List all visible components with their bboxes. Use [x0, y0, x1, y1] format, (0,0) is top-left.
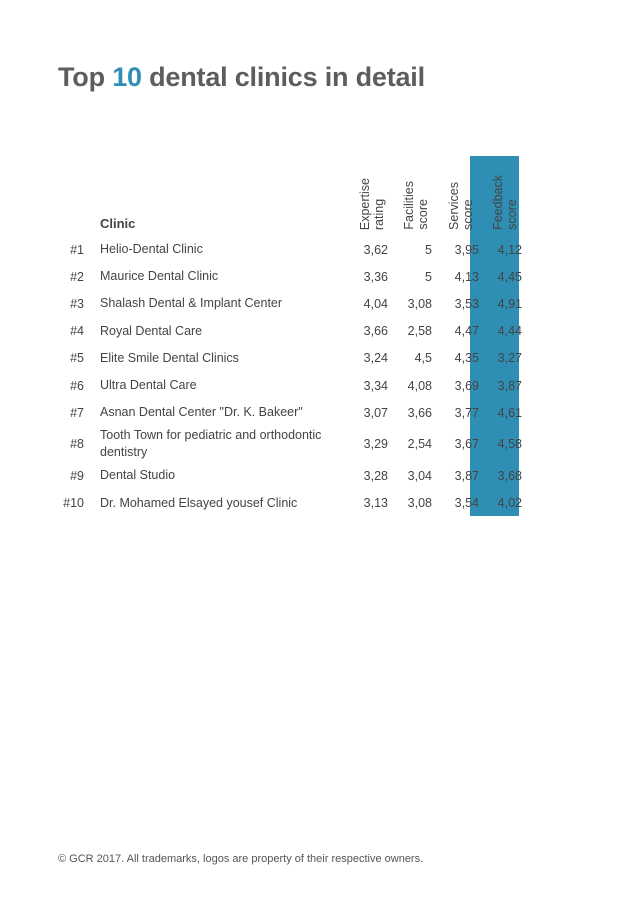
- services-cell: 3,87: [454, 468, 479, 483]
- header-line: Expertise: [358, 177, 372, 230]
- facilities-cell: 5: [425, 269, 432, 284]
- clinic-cell: Royal Dental Care: [100, 323, 203, 338]
- expertise-cell: 3,66: [363, 324, 388, 339]
- copyright-footer: © GCR 2017. All trademarks, logos are property of their respective owners.: [58, 853, 424, 865]
- expertise-cell: 4,04: [363, 296, 388, 311]
- services-cell: 4,35: [454, 351, 479, 366]
- title-prefix: Top: [58, 62, 113, 92]
- facilities-cell: 5: [425, 242, 432, 257]
- rank-cell: #9: [70, 468, 84, 483]
- expertise-cell: 3,36: [363, 269, 388, 284]
- expertise-cell: 3,13: [363, 496, 388, 511]
- services-cell: 3,54: [454, 496, 479, 511]
- rank-cell: #3: [70, 296, 84, 311]
- clinic-cell: Dental Studio: [100, 468, 176, 483]
- expertise-cell: 3,62: [363, 242, 388, 257]
- clinic-cell: Asnan Dental Center "Dr. K. Bakeer": [100, 405, 303, 420]
- table-row: [58, 236, 577, 263]
- services-column-header: [447, 182, 475, 230]
- rank-cell: #5: [70, 351, 84, 366]
- facilities-cell: 4,5: [414, 351, 432, 366]
- feedback-cell: 4,02: [497, 496, 522, 511]
- expertise-cell: 3,07: [363, 405, 388, 420]
- expertise-column-header: [358, 178, 386, 230]
- services-cell: 3,95: [454, 242, 479, 257]
- header-line: score: [505, 199, 519, 230]
- feedback-cell: 4,61: [497, 405, 522, 420]
- expertise-cell: 3,34: [363, 378, 388, 393]
- facilities-cell: 3,08: [407, 496, 432, 511]
- facilities-cell: 4,08: [407, 378, 432, 393]
- services-cell: 4,13: [454, 269, 479, 284]
- expertise-cell: 3,29: [363, 437, 388, 452]
- clinic-cell: Dr. Mohamed Elsayed yousef Clinic: [100, 495, 298, 510]
- facilities-cell: 3,08: [407, 296, 432, 311]
- clinic-cell: Tooth Town for pediatric and orthodontic dentistry: [100, 428, 322, 460]
- table-row: [58, 372, 577, 399]
- rank-cell: #10: [63, 496, 84, 511]
- clinic-cell: Shalash Dental & Implant Center: [100, 296, 283, 311]
- feedback-cell: 4,58: [497, 437, 522, 452]
- facilities-cell: 3,66: [407, 405, 432, 420]
- gcr-cell: 3,9: [554, 296, 572, 311]
- gcr-cell: 3,31: [547, 496, 572, 511]
- clinic-column-header: Clinic: [100, 216, 136, 231]
- title-number: 10: [112, 62, 142, 92]
- services-cell: 3,67: [454, 437, 479, 452]
- gcr-column-header: [537, 175, 565, 230]
- feedback-cell: 4,12: [497, 242, 522, 257]
- gcr-cell: 4,02: [547, 242, 572, 257]
- feedback-cell: 3,27: [497, 351, 522, 366]
- table-row: [58, 462, 577, 489]
- header-line: GCR total: [537, 175, 551, 230]
- clinic-cell: Maurice Dental Clinic: [100, 269, 219, 284]
- header-line: Facilities: [402, 181, 416, 230]
- gcr-cell: 3,53: [547, 405, 572, 420]
- header-line: Services: [447, 182, 461, 230]
- table-row: [58, 490, 577, 517]
- services-cell: 4,47: [454, 324, 479, 339]
- rank-cell: #1: [70, 242, 84, 257]
- table-row: [58, 345, 577, 372]
- feedback-cell: 4,45: [497, 269, 522, 284]
- rank-cell: #4: [70, 324, 84, 339]
- facilities-cell: 2,58: [407, 324, 432, 339]
- header-line: score: [551, 199, 565, 230]
- title-suffix: dental clinics in detail: [141, 62, 425, 92]
- table-row: [58, 318, 577, 345]
- gcr-cell: 3,62: [547, 378, 572, 393]
- facilities-cell: 2,54: [407, 437, 432, 452]
- gcr-cell: 3,68: [547, 324, 572, 339]
- expertise-cell: 3,28: [363, 468, 388, 483]
- rank-cell: #6: [70, 378, 84, 393]
- header-line: rating: [372, 198, 386, 230]
- gcr-cell: 3,66: [547, 351, 572, 366]
- table-row: [58, 426, 577, 462]
- page-title: [58, 62, 425, 93]
- feedback-cell: 4,91: [497, 296, 522, 311]
- services-cell: 3,77: [454, 405, 479, 420]
- header-line: score: [461, 199, 475, 230]
- table-header: [58, 156, 577, 236]
- rank-cell: #8: [70, 437, 84, 452]
- table-row: [58, 263, 577, 290]
- clinic-cell: Ultra Dental Care: [100, 378, 197, 393]
- clinics-table: [58, 156, 577, 517]
- facilities-column-header: [402, 181, 430, 230]
- expertise-cell: 3,24: [363, 351, 388, 366]
- feedback-cell: 3,68: [497, 468, 522, 483]
- rank-cell: #7: [70, 405, 84, 420]
- gcr-cell: 3,97: [547, 269, 572, 284]
- table-row: [58, 290, 577, 317]
- gcr-cell: 3,39: [547, 437, 572, 452]
- feedback-cell: 3,87: [497, 378, 522, 393]
- feedback-cell: 4,44: [497, 324, 522, 339]
- header-line: Feedback: [491, 175, 505, 230]
- facilities-cell: 3,04: [407, 468, 432, 483]
- table-body: [58, 236, 577, 517]
- gcr-cell: 3,38: [547, 468, 572, 483]
- clinic-cell: Elite Smile Dental Clinics: [100, 350, 239, 365]
- header-line: score: [416, 199, 430, 230]
- table-row: [58, 399, 577, 426]
- clinic-cell: Helio-Dental Clinic: [100, 242, 203, 257]
- services-cell: 3,69: [454, 378, 479, 393]
- feedback-column-header: [491, 175, 519, 230]
- services-cell: 3,53: [454, 296, 479, 311]
- rank-cell: #2: [70, 269, 84, 284]
